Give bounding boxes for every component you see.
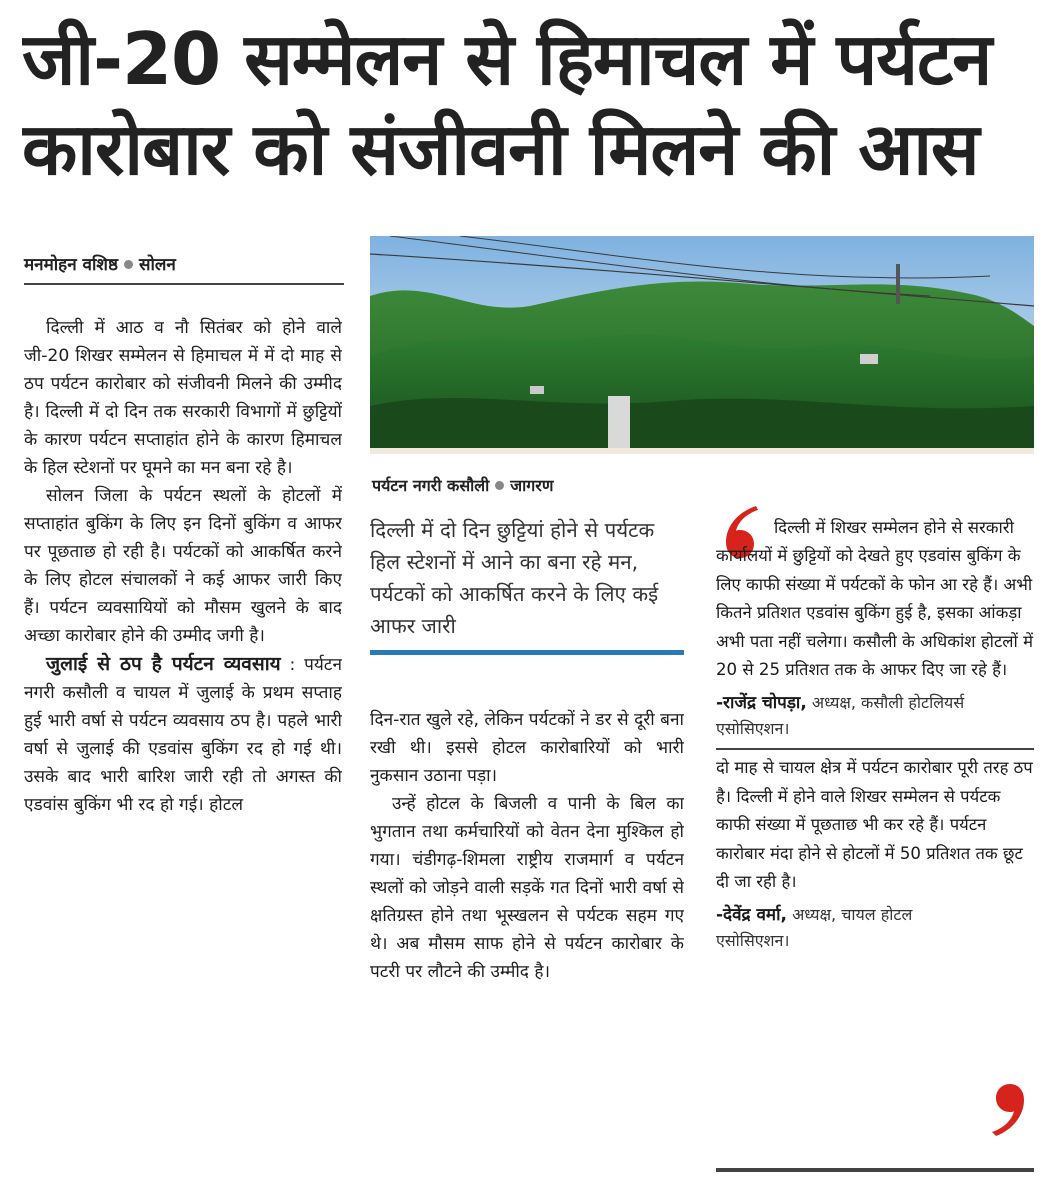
quote-2-attribution (716, 902, 976, 954)
quote-1-text: दिल्ली में शिखर सम्मेलन होने से सरकारी कार्यालयों में छुट्टियों को देखते हुए एडवांस बुकिंग के लिए काफी संख्या में पर्यटकों के फोन आ रहे हैं। अभी कितने प्रतिशत एडवांस बुकिंग हुई है, इसका आंकड़ा अभी पता नहीं चलेगा। कसौली के अधिकांश होटलों में 20 से 25 प्रतिशत तक के आफर दिए जा रहे हैं। (716, 518, 1034, 680)
quote-2-text: दो माह से चायल क्षेत्र में पर्यटन कारोबार पूरी तरह ठप है। दिल्ली में होने वाले शिखर सम्मेलन से पर्यटक काफी संख्या में पूछताछ भी कर रहे हैं। पर्यटन कारोबार मंदा होने से होटलों में 50 प्रतिशत तक छूट दी जा रही है। (716, 758, 1033, 892)
article-column-2 (370, 706, 684, 1176)
quote-2-title: अध्यक्ष, चायल होटल एसोसिएशन। (716, 905, 913, 951)
landscape-photo-graphic (370, 236, 1034, 454)
photo-kasauli-hills (370, 236, 1034, 454)
pullquote: दिल्ली में दो दिन छुट्टियां होने से पर्यटक हिल स्टेशनों में आने का बना रहे मन, पर्यटकों को आकर्षित करने के लिए कई आफर जारी (370, 514, 684, 655)
quote-2-name: -देवेंद्र वर्मा, (716, 905, 787, 926)
bullet-icon (124, 260, 133, 269)
paragraph: उन्हें होटल के बिजली व पानी के बिल का भुगतान तथा कर्मचारियों को वेतन देना मुश्किल हो गया। चंडीगढ़-शिमला राष्ट्रीय राजमार्ग व पर्यटन स्थलों को जोड़ने वाली सड़कें गत दिनों भारी वर्षा से क्षतिग्रस्त होने तथा भूस्खलन से पर्यटक सहम गए थे। अब मौसम साफ होने से पर्यटन कारोबार के पटरी पर लौटने की उम्मीद है। (370, 794, 684, 982)
caption-source: जागरण (510, 476, 554, 495)
bullet-icon (495, 481, 504, 490)
byline-author: मनमोहन वशिष्ठ (24, 255, 118, 275)
paragraph (24, 650, 342, 819)
photo-caption (372, 474, 692, 496)
quote-1-name: -राजेंद्र चोपड़ा, (716, 693, 807, 714)
close-quote-icon (986, 1084, 1032, 1140)
caption-place: पर्यटन नगरी कसौली (372, 476, 490, 495)
headline (22, 14, 1042, 194)
paragraph: दिन-रात खुले रहे, लेकिन पर्यटकों ने डर से दूरी बना रखी थी। इससे होटल कारोबारियों को भारी नुकसान उठाना पड़ा। (370, 710, 684, 786)
paragraph: दिल्ली में आठ व नौ सितंबर को होने वाले जी-20 शिखर सम्मेलन से हिमाचल में में दो माह से ठप पर्यटन कारोबार को संजीवनी मिलने की उम्मीद है। दिल्ली में दो दिन तक सरकारी विभागों में छुट्टियों के कारण पर्यटन सप्ताहांत होने के कारण हिमाचल के हिल स्टेशनों पर घूमने का मन बना रहे है। (24, 318, 342, 478)
byline-location: सोलन (138, 255, 176, 275)
quote-1-attribution (716, 690, 1034, 742)
divider (716, 748, 1034, 750)
paragraph-text: : पर्यटन नगरी कसौली व चायल में जुलाई के प्रथम सप्ताह हुई भारी वर्षा से पर्यटन व्यवसाय ठप है। पहले भारी वर्षा से जुलाई की एडवांस बुकिंग रद हो गई थी। उसके बाद भारी बारिश जारी रही तो अगस्त की एडवांस बुकिंग भी रद हो गई। होटल (24, 655, 342, 815)
paragraph: सोलन जिला के पर्यटन स्थलों के होटलों में सप्ताहांत बुकिंग के लिए इन दिनों बुकिंग व आफर पर पूछताछ हो रही है। पर्यटकों को आकर्षित करने के लिए होटल संचालकों ने कई आफर जारी किए हैं। पर्यटन व्यवसायियों को मौसम खुलने के बाद अच्छा कारोबार होने की उम्मीद जगी है। (24, 486, 342, 646)
article-column-1 (24, 314, 342, 1174)
quote-box (716, 514, 1034, 954)
byline (24, 252, 344, 285)
headline-line-1: जी-20 सम्मेलन से हिमाचल में पर्यटन (22, 17, 992, 101)
headline-line-2: कारोबार को संजीवनी मिलने की आस (22, 107, 979, 191)
subheading: जुलाई से ठप है पर्यटन व्यवसाय (46, 653, 281, 675)
divider (716, 1168, 1034, 1172)
quote-1-title: अध्यक्ष, कसौली होटलियर्स एसोसिएशन। (716, 693, 965, 739)
